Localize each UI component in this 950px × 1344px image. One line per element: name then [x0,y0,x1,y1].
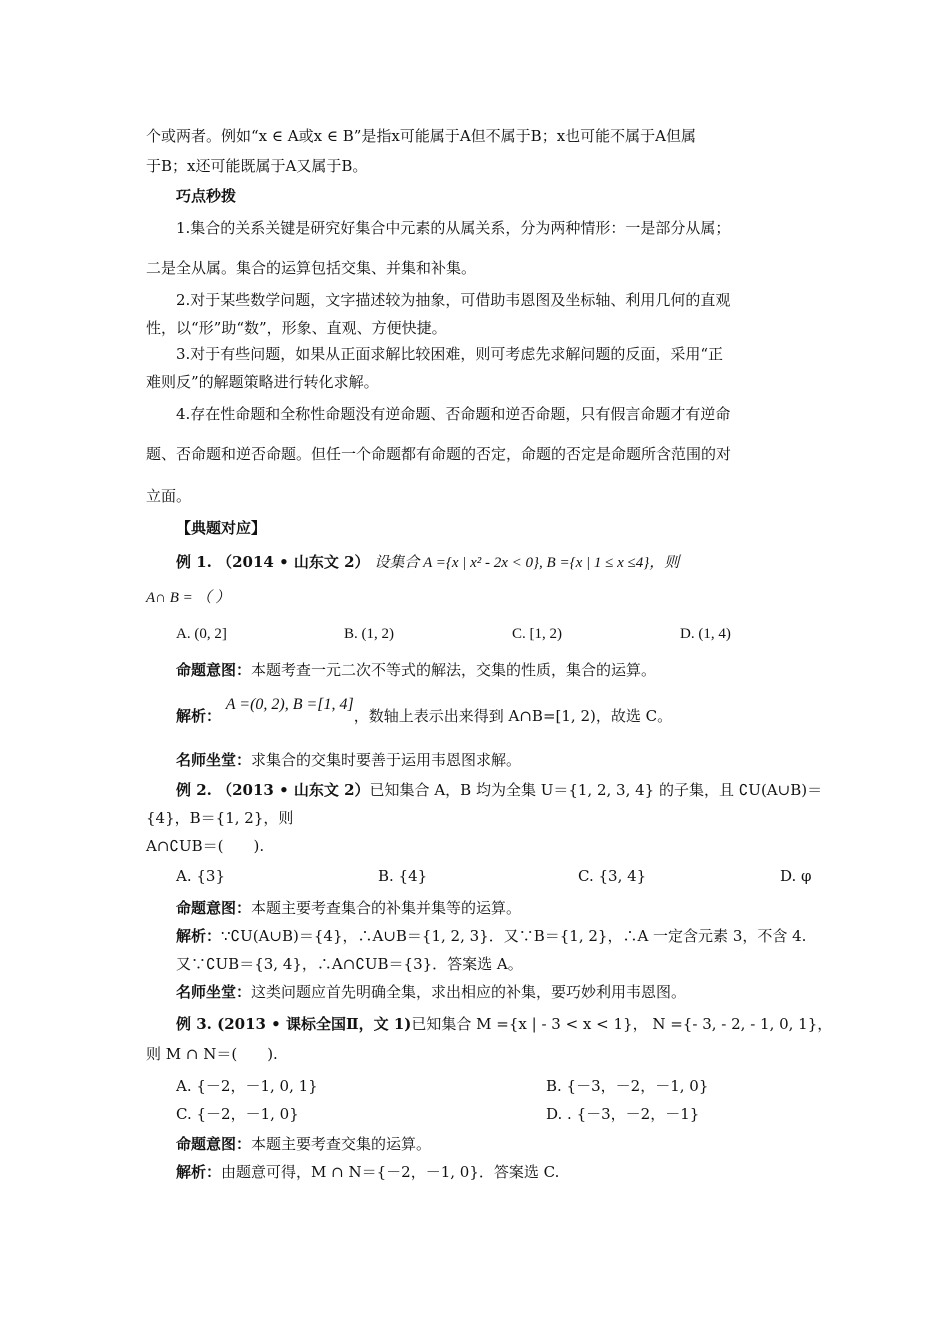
example-1-heading: 例 1. （2014 • 山东文 2） [176,553,370,571]
example-2-solution-cont: 又∵∁UB＝{3, 4}，∴A∩∁UB＝{3}．答案选 A。 [176,955,523,973]
example-3-stem-cont: 则 M ∩ N＝( ). [146,1045,278,1063]
text-line: 个或两者。例如“x ∈ A或x ∈ B”是指x可能属于A但不属于B；x也可能不属于A但属 [146,127,697,145]
example-2-note [176,982,686,1002]
intent-label: 命题意图： [176,661,252,679]
example-3-solution [176,1162,559,1182]
text-line: 立面。 [146,487,192,505]
text-line: 于B；x还可能既属于A又属于B。 [146,157,368,175]
example-1-question [176,552,679,573]
example-2-intent [176,898,521,918]
example-2-stem-cont: A∩∁UB＝( ). [146,837,265,855]
option-d: D. (1, 4) [680,626,731,642]
option-b: B. {4} [378,867,428,885]
example-1-stem-cont: A∩ B = （ ） [146,590,231,606]
text-line: 二是全从属。集合的运算包括交集、并集和补集。 [146,259,477,277]
option-b: B. {－3，－2，－1, 0} [546,1077,709,1095]
option-c: C. {－2，－1, 0} [176,1105,299,1123]
example-2-stem: 已知集合 A，B 均为全集 U＝{1, 2, 3, 4} 的子集，且 ∁U(A∪B)＝ [369,781,823,799]
option-d: D. . {－3，－2，－1} [546,1105,700,1123]
section-title: 巧点秒拨 [176,187,237,205]
option-c: C. {3, 4} [578,867,647,885]
intent-label: 命题意图： [176,899,252,917]
intent-text: 本题主要考查集合的补集并集等的运算。 [251,899,522,917]
solution-label: 解析： [176,707,222,725]
solution-label: 解析： [176,927,222,945]
example-2-stem-cont: {4}，B＝{1, 2}，则 [146,809,294,827]
solution-text: ，数轴上表示出来得到 A∩B=[1, 2)，故选 C。 [353,707,673,725]
solution-text: 由题意可得，M ∩ N＝{－2，－1, 0}．答案选 C. [221,1163,560,1181]
option-c: C. [1, 2) [512,626,562,642]
example-3-question [176,1014,832,1034]
note-label: 名师坐堂： [176,751,252,769]
intent-label: 命题意图： [176,1135,252,1153]
solution-label: 解析： [176,1163,222,1181]
intent-text: 本题主要考查交集的运算。 [251,1135,432,1153]
example-3-heading: 例 3. (2013 • 课标全国Ⅱ，文 1) [176,1015,412,1033]
solution-math: A =(0, 2), B =[1, 4] [225,696,354,713]
text-line: 4.存在性命题和全称性命题没有逆命题、否命题和逆否命题，只有假言命题才有逆命 [176,405,731,423]
section-title: 【典题对应】 [176,519,267,537]
text-line: 3.对于有些问题，如果从正面求解比较困难，则可考虑先求解问题的反面，采用“正 [176,345,723,363]
text-line: 1.集合的关系关键是研究好集合中元素的从属关系，分为两种情形：一是部分从属； [176,219,731,237]
example-3-stem: 已知集合 M ={x | - 3 < x < 1}， N ={- 3, - 2, - 1, 0, 1}， [411,1015,833,1033]
example-3-intent [176,1134,431,1154]
note-label: 名师坐堂： [176,983,252,1001]
option-b: B. (1, 2) [344,626,394,642]
text-line: 题、否命题和逆否命题。但任一个命题都有命题的否定，命题的否定是命题所含范围的对 [146,445,732,463]
example-1-stem: 设集合 A ={x | x² - 2x < 0}, B ={x | 1 ≤ x ≤4}，则 [374,555,680,571]
option-a: A. {3} [176,867,225,885]
example-1-note [176,750,521,770]
example-1-solution [176,696,673,727]
note-text: 这类问题应首先明确全集，求出相应的补集，要巧妙利用韦恩图。 [251,983,687,1001]
option-a: A. (0, 2] [176,626,227,642]
solution-text: ∵∁U(A∪B)＝{4}，∴A∪B＝{1, 2, 3}．又∵B＝{1, 2}，∴A 一定含元素 3，不含 4. [221,927,807,945]
example-1-intent [176,660,656,680]
note-text: 求集合的交集时要善于运用韦恩图求解。 [251,751,522,769]
text-line: 2.对于某些数学问题，文字描述较为抽象，可借助韦恩图及坐标轴、利用几何的直观 [176,291,731,309]
example-2-solution [176,926,806,946]
text-line: 性，以“形”助“数”，形象、直观、方便快捷。 [146,319,447,337]
option-d: D. φ [780,867,812,885]
example-2-question [176,780,822,800]
example-2-heading: 例 2. （2013 • 山东文 2） [176,781,370,799]
option-a: A. {－2，－1, 0, 1} [176,1077,318,1095]
intent-text: 本题考查一元二次不等式的解法，交集的性质，集合的运算。 [251,661,657,679]
text-line: 难则反”的解题策略进行转化求解。 [146,373,379,391]
